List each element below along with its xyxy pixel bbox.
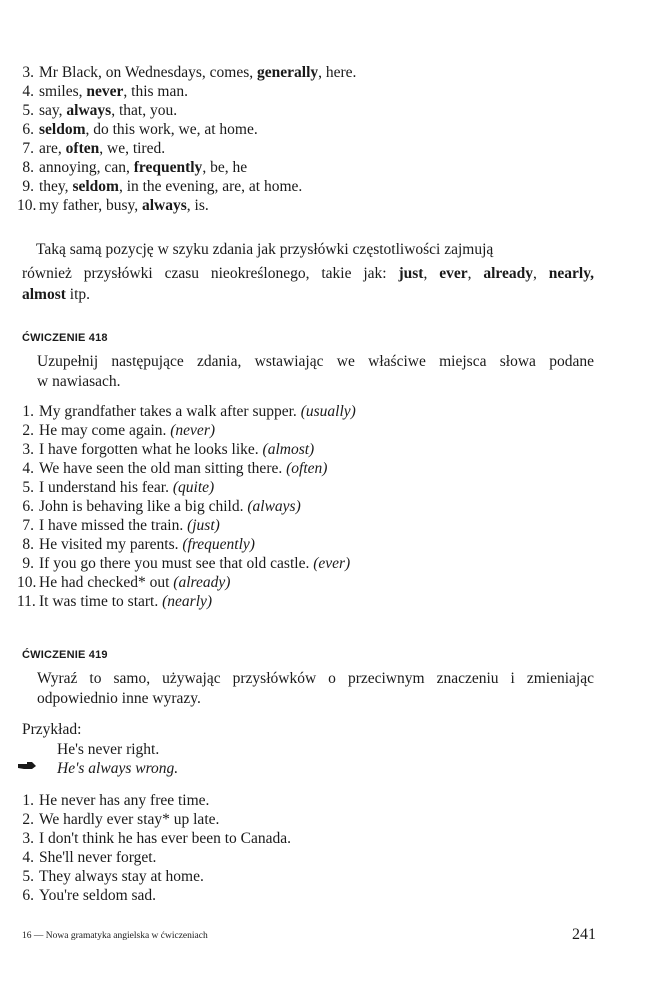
list-item: 6. John is behaving like a big child. (always): [22, 498, 301, 515]
list-item: 3. Mr Black, on Wednesdays, comes, generally, here.: [22, 64, 357, 81]
list-item: 10. my father, busy, always, is.: [17, 197, 209, 214]
exercise-419-instruction-2: odpowiednio inne wyrazy.: [37, 690, 201, 707]
note-line-3: almost itp.: [22, 286, 91, 303]
list-item: 6. seldom, do this work, we, at home.: [22, 121, 258, 138]
list-item: 6. You're seldom sad.: [22, 887, 157, 904]
pointing-hand-icon: [18, 760, 36, 776]
note-line-1: Taką samą pozycję w szyku zdania jak przysłówki częstotliwości zajmują: [36, 241, 494, 258]
example-answer: He's always wrong.: [57, 760, 179, 777]
list-item: 9. they, seldom, in the evening, are, at home.: [22, 178, 303, 195]
list-item: 9. If you go there you must see that old castle. (ever): [22, 555, 351, 572]
list-item: 4. We have seen the old man sitting there. (often): [22, 460, 328, 477]
list-item: 5. say, always, that, you.: [22, 102, 178, 119]
list-item: 7. are, often, we, tired.: [22, 140, 166, 157]
list-item: 8. annoying, can, frequently, be, he: [22, 159, 248, 176]
list-item: 4. She'll never forget.: [22, 849, 157, 866]
exercise-418-heading: ĆWICZENIE 418: [22, 332, 108, 344]
exercise-418-instruction-2: w nawiasach.: [37, 373, 121, 390]
list-item: 1. He never has any free time.: [22, 792, 210, 809]
example-question: He's never right.: [57, 741, 160, 758]
exercise-419-heading: ĆWICZENIE 419: [22, 649, 108, 661]
list-item: 5. They always stay at home.: [22, 868, 204, 885]
list-item: 3. I don't think he has ever been to Canada.: [22, 830, 292, 847]
list-item: 11. It was time to start. (nearly): [17, 593, 213, 610]
list-item: 8. He visited my parents. (frequently): [22, 536, 255, 553]
exercise-419-instruction-1: Wyraź to samo, używając przysłówków o przeciwnym znaczeniu i zmieniając: [37, 670, 594, 687]
list-item: 4. smiles, never, this man.: [22, 83, 188, 100]
note-line-2: również przysłówki czasu nieokreślonego, takie jak: just, ever, already, nearly,: [22, 265, 595, 282]
pointing-hand-icon-svg: [18, 761, 36, 771]
list-item: 2. He may come again. (never): [22, 422, 216, 439]
example-label: Przykład:: [22, 721, 82, 738]
list-item: 5. I understand his fear. (quite): [22, 479, 215, 496]
page-number: 241: [572, 926, 596, 943]
exercise-418-instruction-1: Uzupełnij następujące zdania, wstawiając we właściwe miejsca słowa podane: [37, 353, 594, 370]
list-item: 10. He had checked* out (already): [17, 574, 231, 591]
list-item: 1. My grandfather takes a walk after supper. (usually): [22, 403, 356, 420]
list-item: 7. I have missed the train. (just): [22, 517, 220, 534]
list-item: 2. We hardly ever stay* up late.: [22, 811, 220, 828]
footer-book-title: 16 — Nowa gramatyka angielska w ćwiczeniach: [22, 931, 208, 941]
list-item: 3. I have forgotten what he looks like. (almost): [22, 441, 315, 458]
